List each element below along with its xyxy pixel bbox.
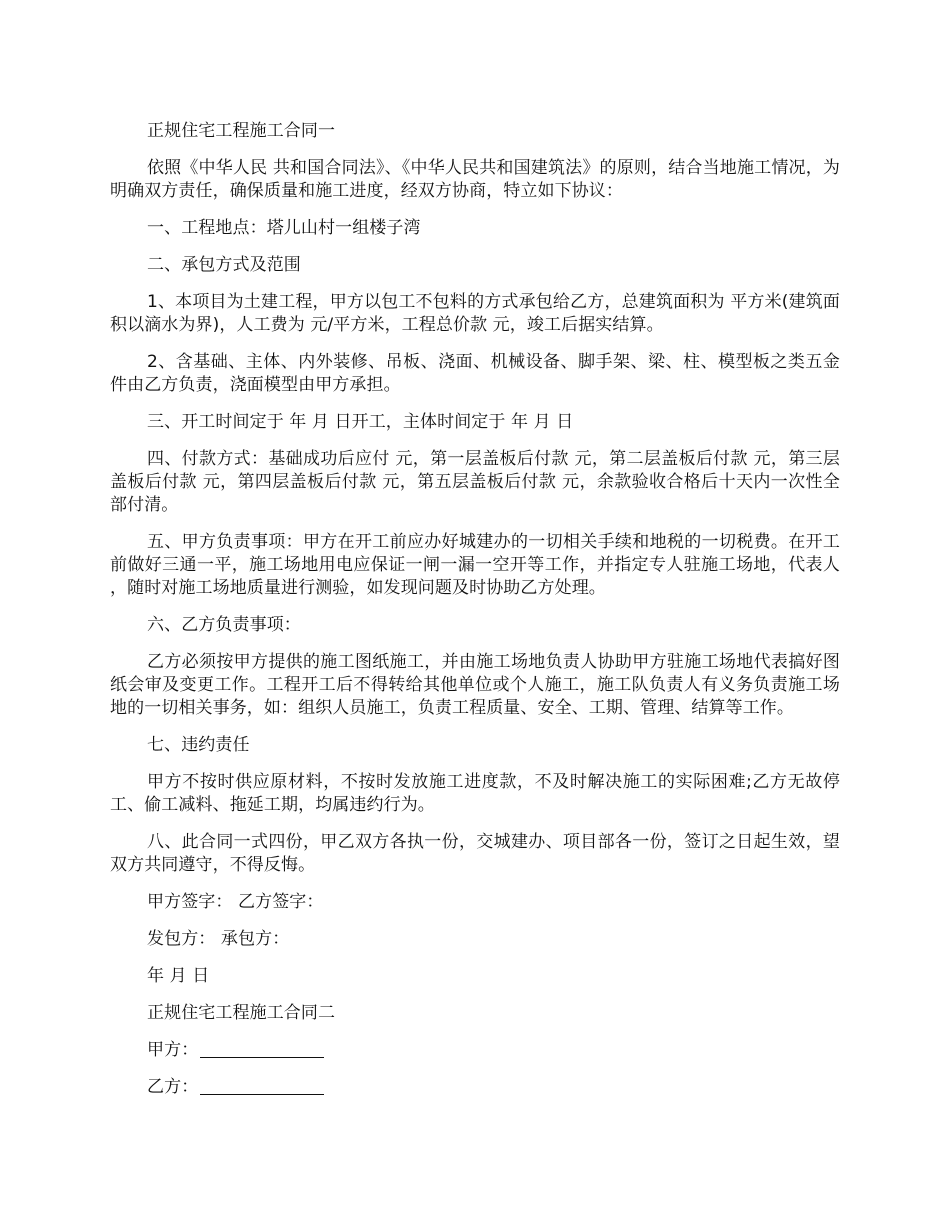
- section-6-heading: 六、乙方负责事项：: [147, 615, 301, 635]
- party-a-line: [110, 1039, 840, 1062]
- party-b-line: [110, 1076, 840, 1099]
- section-8-copies: 八、此合同一式四份，甲乙双方各执一份，交城建办、项目部各一份，签订之日起生效，望双方共同遵守，不得反悔。: [110, 832, 840, 875]
- contract-title-1: 正规住宅工程施工合同一: [147, 121, 336, 141]
- section-1-location: 一、工程地点：塔儿山村一组楼子湾: [147, 218, 421, 238]
- section-2-item-1: 1、本项目为土建工程，甲方以包工不包料的方式承包给乙方，总建筑面积为 平方米(建筑面积以滴水为界)，人工费为 元/平方米，工程总价款 元，竣工后据实结算。: [110, 292, 840, 335]
- section-7-heading: 七、违约责任: [147, 735, 250, 755]
- section-2-item-2: 2、含基础、主体、内外装修、吊板、浇面、机械设备、脚手架、梁、柱、模型板之类五金件由乙方负责，浇面模型由甲方承担。: [110, 352, 840, 395]
- party-a-label: 甲方：: [147, 1040, 199, 1060]
- section-2-heading: 二、承包方式及范围: [147, 255, 301, 275]
- document-page: [110, 120, 840, 1113]
- party-b-label: 乙方：: [147, 1077, 199, 1097]
- section-6-body: 乙方必须按甲方提供的施工图纸施工，并由施工场地负责人协助甲方驻施工场地代表搞好图纸会审及变更工作。工程开工后不得转给其他单位或个人施工，施工队负责人有义务负责施工场地的一切相关事务，如：组织人员施工，负责工程质量、安全、工期、管理、结算等工作。: [110, 652, 840, 718]
- intro-paragraph: 依照《中华人民 共和国合同法》、《中华人民共和国建筑法》的原则，结合当地施工情况，为明确双方责任，确保质量和施工进度，经双方协商，特立如下协议：: [110, 158, 840, 201]
- party-b-blank: [200, 1077, 324, 1095]
- signature-line: 甲方签字： 乙方签字：: [147, 892, 324, 912]
- section-7-body: 甲方不按时供应原材料，不按时发放施工进度款，不及时解决施工的实际困难;乙方无故停工、偷工减料、拖延工期，均属违约行为。: [110, 772, 840, 815]
- party-line: 发包方： 承包方：: [147, 929, 290, 949]
- date-line: 年 月 日: [147, 966, 210, 986]
- section-4-payment: 四、付款方式：基础成功后应付 元，第一层盖板后付款 元，第二层盖板后付款 元，第三层盖板后付款 元，第四层盖板后付款 元，第五层盖板后付款 元，余款验收合格后十天内一次性全部付清。: [110, 449, 840, 515]
- contract-title-2: 正规住宅工程施工合同二: [147, 1003, 336, 1023]
- section-5-party-a-duties: 五、甲方负责事项：甲方在开工前应办好城建办的一切相关手续和地税的一切税费。在开工前做好三通一平，施工场地用电应保证一闸一漏一空开等工作，并指定专人驻施工场地，代表人 ，随时对施工场地质量进行测验，如发现问题及时协助乙方处理。: [110, 532, 840, 598]
- section-3-schedule: 三、开工时间定于 年 月 日开工，主体时间定于 年 月 日: [147, 412, 574, 432]
- party-a-blank: [200, 1040, 324, 1058]
